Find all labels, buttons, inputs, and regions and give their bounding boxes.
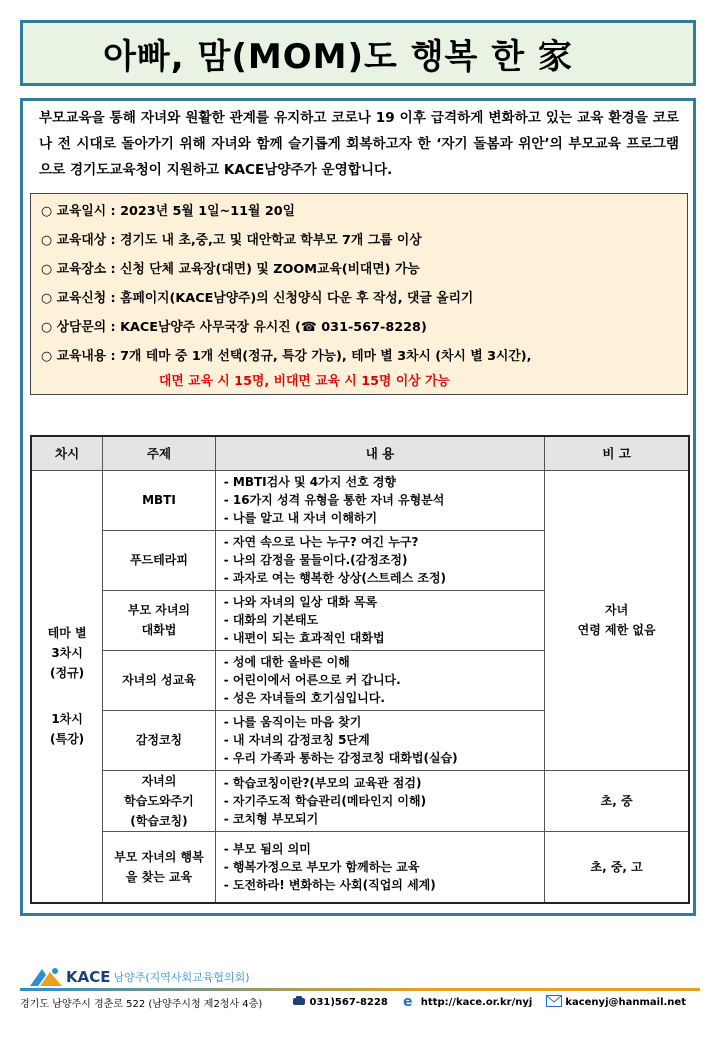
content-line: - 과자로 여는 행복한 상상(스트레스 조정) <box>223 571 447 585</box>
schedule-table <box>30 435 690 904</box>
footer-logo <box>28 966 250 988</box>
topic-cell <box>103 470 216 530</box>
topic-cell <box>103 770 216 831</box>
session-line: 테마 별 <box>47 626 87 641</box>
content-line: - 학습코칭이란?(부모의 교육관 점검) <box>223 775 422 790</box>
page-title: 아빠, 맘(MOM)도 행복 한 家 <box>103 36 573 77</box>
table-row <box>31 770 689 831</box>
session-line: (특강) <box>50 732 85 747</box>
content-cell <box>215 470 544 530</box>
kace-logo-icon <box>28 966 64 988</box>
email-address[interactable]: kacenyj@hanmail.net <box>565 997 686 1008</box>
content-line: - 나의 감정을 물들이다.(감정조정) <box>223 553 408 567</box>
logo-text: KACE <box>66 968 111 986</box>
footer-address: 경기도 남양주시 경춘로 522 (남양주시청 제2청사 4층) <box>20 999 263 1010</box>
footer-contact-row <box>20 994 700 1011</box>
content-line: - 우리 가족과 통하는 감정코칭 대화법(실습) <box>223 751 458 765</box>
browser-e-icon <box>402 994 418 1011</box>
content-line: - 나와 자녀의 일상 대화 목록 <box>223 595 378 609</box>
footer-email[interactable] <box>546 995 686 1010</box>
content-line: - 대화의 기본태도 <box>223 613 319 627</box>
topic-cell <box>103 590 216 650</box>
phone-icon <box>292 996 306 1009</box>
note-line: 자녀 <box>605 603 629 617</box>
topic-cell <box>103 710 216 770</box>
content-line: - 코치형 부모되기 <box>223 811 319 826</box>
info-place: ○ 교육장소 : 신청 단체 교육장(대면) 및 ZOOM교육(비대면) 가능 <box>41 262 420 277</box>
content-line: - 자기주도적 학습관리(메타인지 이해) <box>223 793 427 808</box>
content-cell <box>215 710 544 770</box>
mail-icon <box>546 995 562 1010</box>
topic-line: 자녀의 <box>141 773 177 788</box>
header-session: 차시 <box>31 436 103 470</box>
note-cell <box>545 470 689 770</box>
content-line: - 행복가정으로 부모가 함께하는 교육 <box>223 859 420 874</box>
topic-line: (학습코칭) <box>130 813 188 828</box>
svg-text:e: e <box>402 994 413 1008</box>
session-line: 3차시 <box>51 646 83 661</box>
topic-line: 대화법 <box>141 623 177 637</box>
topic-cell <box>103 831 216 903</box>
logo-subtitle: 남양주(지역사회교육협의회) <box>113 971 250 984</box>
content-line: - 내 자녀의 감정코칭 5단계 <box>223 733 370 747</box>
session-cell <box>31 470 103 903</box>
content-line: - 나를 알고 내 자녀 이해하기 <box>223 511 378 525</box>
content-line: - 부모 됨의 의미 <box>223 841 311 856</box>
content-cell <box>215 530 544 590</box>
session-spacer <box>32 683 102 709</box>
topic-line: 부모 자녀의 <box>127 603 191 617</box>
header-topic: 주제 <box>103 436 216 470</box>
footer <box>20 958 700 1018</box>
content-line: - 어린이에서 어른으로 커 갑니다. <box>223 673 401 687</box>
topic-line: 감정코칭 <box>135 733 183 747</box>
info-content: ○ 교육내용 : 7개 테마 중 1개 선택(정규, 특강 가능), 테마 별 3차시 (차시 별 3시간), <box>41 349 532 364</box>
table-header-row <box>31 436 689 470</box>
content-cell <box>215 770 544 831</box>
table-row <box>31 831 689 903</box>
content-cell <box>215 650 544 710</box>
topic-line: MBTI <box>142 493 176 507</box>
topic-line: 부모 자녀의 행복 <box>114 849 204 864</box>
content-cell <box>215 831 544 903</box>
table-row <box>31 470 689 530</box>
footer-divider <box>20 988 700 991</box>
info-contact: ○ 상담문의 : KACE남양주 사무국장 유시진 (☎ 031-567-8228) <box>41 320 427 335</box>
note-cell: 초, 중, 고 <box>545 831 689 903</box>
note-line: 연령 제한 없음 <box>577 623 656 637</box>
intro-paragraph: 부모교육을 통해 자녀와 원활한 관계를 유지하고 코로나 19 이후 급격하게 변화하고 있는 교육 환경을 코로나 전 시대로 돌아가기 위해 자녀와 함께 슬기롭게 회복하고자 한 ‘자기 돌봄과 위안’의 부모교육 프로그램으로 경기도교육청이 지원하고 KACE남양주가 운영합니다. <box>39 110 679 178</box>
session-line: (정규) <box>50 666 85 681</box>
topic-line: 자녀의 성교육 <box>122 673 196 687</box>
info-apply: ○ 교육신청 : 홈페이지(KACE남양주)의 신청양식 다운 후 작성, 댓글 올리기 <box>41 291 474 306</box>
content-line: - MBTI검사 및 4가지 선호 경향 <box>223 475 397 489</box>
header-note: 비 고 <box>545 436 689 470</box>
topic-line: 을 찾는 교육 <box>125 869 193 884</box>
content-line: - 도전하라! 변화하는 사회(직업의 세계) <box>223 877 436 892</box>
topic-line: 푸드테라피 <box>129 553 188 567</box>
header-content: 내 용 <box>215 436 544 470</box>
info-box <box>30 193 688 395</box>
main-frame <box>20 98 696 916</box>
footer-phone <box>292 996 387 1009</box>
website-url[interactable]: http://kace.or.kr/nyj <box>420 997 533 1008</box>
info-note: 대면 교육 시 15명, 비대면 교육 시 15명 이상 가능 <box>159 374 450 389</box>
info-target: ○ 교육대상 : 경기도 내 초,중,고 및 대안학교 학부모 7개 그룹 이상 <box>41 233 422 248</box>
topic-line: 학습도와주기 <box>124 793 194 808</box>
session-line: 1차시 <box>51 712 83 727</box>
topic-cell <box>103 650 216 710</box>
content-line: - 16가지 성격 유형을 통한 자녀 유형분석 <box>223 493 445 507</box>
content-cell <box>215 590 544 650</box>
content-line: - 성은 자녀들의 호기심입니다. <box>223 691 385 705</box>
phone-number: 031)567-8228 <box>309 997 388 1008</box>
topic-cell <box>103 530 216 590</box>
content-line: - 나를 움직이는 마음 찾기 <box>223 715 362 729</box>
content-line: - 내편이 되는 효과적인 대화법 <box>223 631 385 645</box>
info-date: ○ 교육일시 : 2023년 5월 1일~11월 20일 <box>41 204 296 219</box>
footer-website[interactable] <box>402 994 533 1011</box>
content-line: - 성에 대한 올바른 이해 <box>223 655 350 669</box>
content-line: - 자연 속으로 나는 누구? 여긴 누구? <box>223 535 419 549</box>
title-banner <box>20 20 696 86</box>
note-cell: 초, 중 <box>545 770 689 831</box>
